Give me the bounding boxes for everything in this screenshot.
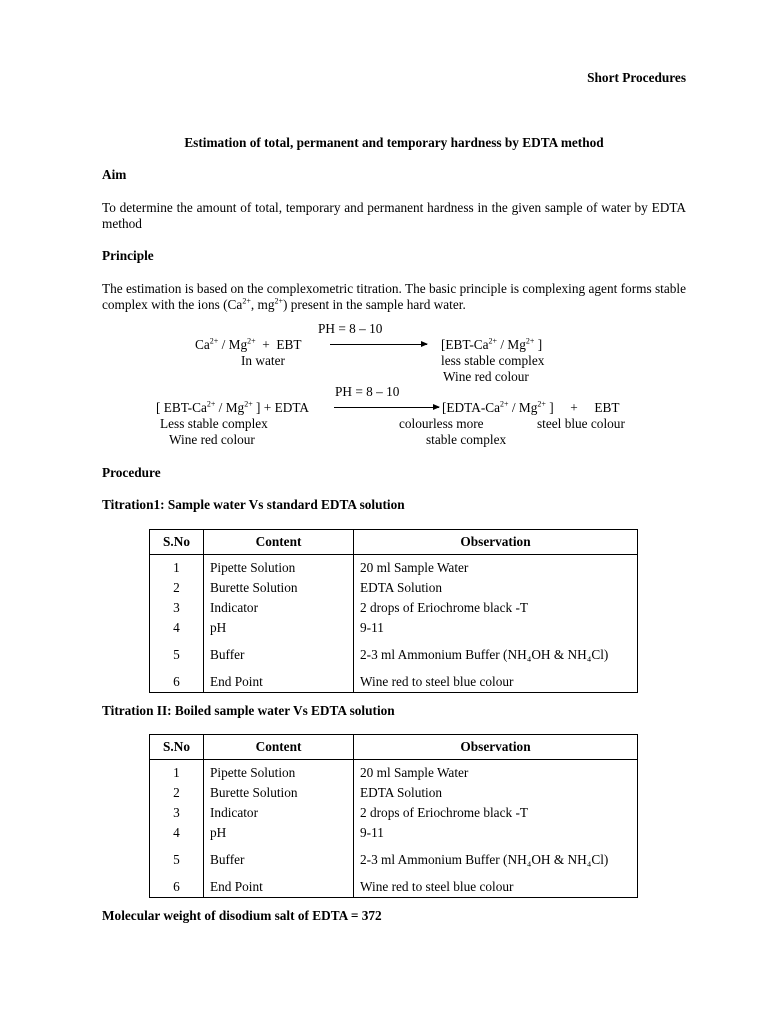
table-cell: EDTA Solution <box>354 578 638 598</box>
table-cell: 2-3 ml Ammonium Buffer (NH₄OH & NH₄Cl) <box>354 843 638 877</box>
table-cell: Burette Solution <box>204 578 354 598</box>
reaction2-condition: PH = 8 – 10 <box>335 384 400 399</box>
running-header: Short Procedures <box>587 70 686 85</box>
table-cell: 1 <box>150 760 204 784</box>
table-cell: 2 <box>150 783 204 803</box>
column-header: S.No <box>150 530 204 555</box>
procedure-heading: Procedure <box>102 465 161 480</box>
column-header: Content <box>204 735 354 760</box>
reaction2-reactants: [ EBT-$Ca^{2+} / Mg^{2+}$ ] + EDTA <box>156 399 309 415</box>
principle-text: The estimation is based on the complexometric titration. The basic principle is complexing agent forms stable complex with the ions ($Ca^{2+}$, $mg^{2+}$) present in the sample hard water. <box>102 281 686 312</box>
titration1-table <box>149 529 638 693</box>
table-cell: 4 <box>150 823 204 843</box>
table-row <box>150 618 638 638</box>
reaction2-byproduct-label: steel blue colour <box>537 416 625 431</box>
column-header: Observation <box>354 530 638 555</box>
table-cell: 6 <box>150 877 204 898</box>
table-cell: Pipette Solution <box>204 760 354 784</box>
table-cell: 1 <box>150 555 204 579</box>
reaction1-reactants: $Ca^{2+} / Mg^{2+}$ + EBT <box>195 336 302 352</box>
table-cell: Wine red to steel blue colour <box>354 672 638 693</box>
molecular-weight-note: Molecular weight of disodium salt of EDTA = 372 <box>102 908 382 923</box>
table-cell: 2 drops of Eriochrome black -T <box>354 803 638 823</box>
table-cell: 2 <box>150 578 204 598</box>
aim-text: To determine the amount of total, temporary and permanent hardness in the given sample of water by EDTA method <box>102 200 686 231</box>
table-cell: 2 drops of Eriochrome black -T <box>354 598 638 618</box>
principle-heading: Principle <box>102 248 154 263</box>
table-row <box>150 823 638 843</box>
table-cell: 2-3 ml Ammonium Buffer (NH₄OH & NH₄Cl) <box>354 638 638 672</box>
column-header: Observation <box>354 735 638 760</box>
reaction2-reactant-label1: Less stable complex <box>160 416 268 431</box>
table-cell: Indicator <box>204 803 354 823</box>
table-row <box>150 638 638 672</box>
table-row <box>150 598 638 618</box>
page-title: Estimation of total, permanent and temporary hardness by EDTA method <box>184 135 604 150</box>
reaction1-arrow <box>330 344 427 345</box>
reaction1-reactant-label: In water <box>241 353 285 368</box>
table-cell: Wine red to steel blue colour <box>354 877 638 898</box>
table-cell: 5 <box>150 638 204 672</box>
table-cell: 9-11 <box>354 618 638 638</box>
table-cell: 6 <box>150 672 204 693</box>
reaction2-products: [$EDTA-Ca^{2+} / Mg^{2+}$ ] + EBT <box>442 399 620 415</box>
reaction1-condition: PH = 8 – 10 <box>318 321 383 336</box>
table-cell: 3 <box>150 598 204 618</box>
titration1-heading: Titration1: Sample water Vs standard EDTA solution <box>102 497 405 512</box>
table-row <box>150 783 638 803</box>
table-header-row <box>150 530 638 555</box>
table-cell: End Point <box>204 877 354 898</box>
reaction2-arrow <box>334 407 439 408</box>
table-cell: pH <box>204 618 354 638</box>
table-cell: Buffer <box>204 638 354 672</box>
titration2-table <box>149 734 638 898</box>
column-header: S.No <box>150 735 204 760</box>
column-header: Content <box>204 530 354 555</box>
table-cell: 20 ml Sample Water <box>354 760 638 784</box>
reaction2-reactant-label2: Wine red colour <box>169 432 255 447</box>
table-cell: 4 <box>150 618 204 638</box>
table-row <box>150 843 638 877</box>
titration2-heading: Titration II: Boiled sample water Vs EDTA solution <box>102 703 395 718</box>
reaction1-product-label1: less stable complex <box>441 353 545 368</box>
table-cell: 5 <box>150 843 204 877</box>
table-cell: End Point <box>204 672 354 693</box>
table-row <box>150 555 638 579</box>
table-cell: Indicator <box>204 598 354 618</box>
table-cell: Pipette Solution <box>204 555 354 579</box>
table-row <box>150 803 638 823</box>
table-row <box>150 877 638 898</box>
table-row <box>150 760 638 784</box>
table-cell: 3 <box>150 803 204 823</box>
table-cell: Burette Solution <box>204 783 354 803</box>
reaction1-product: [$EBT-Ca^{2+} / Mg^{2+}$ ] <box>441 336 543 352</box>
table-cell: Buffer <box>204 843 354 877</box>
table-cell: EDTA Solution <box>354 783 638 803</box>
reaction2-product-label1: colourless more <box>399 416 484 431</box>
table-row <box>150 578 638 598</box>
reaction1-product-label2: Wine red colour <box>443 369 529 384</box>
aim-heading: Aim <box>102 167 127 182</box>
table-cell: pH <box>204 823 354 843</box>
reaction2-product-label2: stable complex <box>426 432 507 447</box>
table-cell: 20 ml Sample Water <box>354 555 638 579</box>
table-row <box>150 672 638 693</box>
table-header-row <box>150 735 638 760</box>
table-cell: 9-11 <box>354 823 638 843</box>
